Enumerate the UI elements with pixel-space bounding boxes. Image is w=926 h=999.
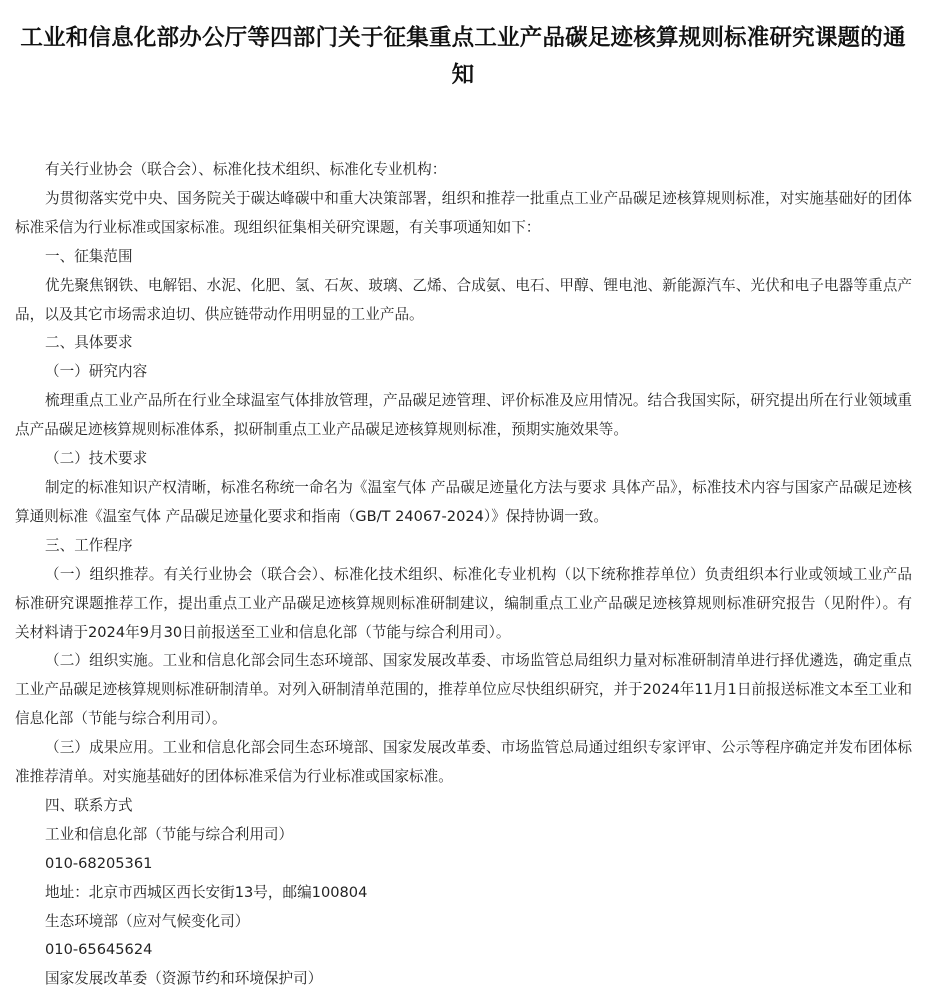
scope-paragraph: 优先聚焦钢铁、电解铝、水泥、化肥、氢、石灰、玻璃、乙烯、合成氨、电石、甲醇、锂电池、新能源汽车、光伏和电子电器等重点产品，以及其它市场需求迫切、供应链带动作用明显的工业产品。: [15, 276, 912, 323]
contact-miit-phone: 010-68205361: [45, 854, 153, 872]
subheading-tech: （二）技术要求: [45, 450, 148, 468]
contact-mee-dept: 生态环境部（应对气候变化司）: [45, 912, 250, 930]
procedure-paragraph-2: （二）组织实施。工业和信息化部会同生态环境部、国家发展改革委、市场监管总局组织力量对标准研制清单进行择优遴选，确定重点工业产品碳足迹核算规则标准研制清单。对列入研制清单范围的，推荐单位应尽快组织研究，并于2024年11月1日前报送标准文本至工业和信息化部（节能与综合利用司）。: [15, 652, 912, 728]
procedure-paragraph-1: （一）组织推荐。有关行业协会（联合会）、标准化技术组织、标准化专业机构（以下统称推荐单位）负责组织本行业或领域工业产品标准研究课题推荐工作，提出重点工业产品碳足迹核算规则标准研制建议，编制重点工业产品碳足迹核算规则标准研究报告（见附件）。有关材料请于2024年9月30日前报送至工业和信息化部（节能与综合利用司）。: [15, 565, 912, 641]
research-paragraph: 梳理重点工业产品所在行业全球温室气体排放管理，产品碳足迹管理、评价标准及应用情况。结合我国实际，研究提出所在行业领域重点产品碳足迹核算规则标准体系，拟研制重点工业产品碳足迹核算规则标准，预期实施效果等。: [15, 392, 912, 439]
intro-paragraph: 为贯彻落实党中央、国务院关于碳达峰碳中和重大决策部署，组织和推荐一批重点工业产品碳足迹核算规则标准，对实施基础好的团体标准采信为行业标准或国家标准。现组织征集相关研究课题，有关事项通知如下：: [15, 189, 912, 236]
procedure-paragraph-3: （三）成果应用。工业和信息化部会同生态环境部、国家发展改革委、市场监管总局通过组织专家评审、公示等程序确定并发布团体标准推荐清单。对实施基础好的团体标准采信为行业标准或国家标准。: [15, 739, 912, 786]
section-heading-procedure: 三、工作程序: [45, 536, 133, 554]
contact-mee-phone: 010-65645624: [45, 941, 153, 959]
subheading-research: （一）研究内容: [45, 363, 148, 381]
page-title: 工业和信息化部办公厅等四部门关于征集重点工业产品碳足迹核算规则标准研究课题的通知: [20, 25, 906, 88]
salutation: 有关行业协会（联合会）、标准化技术组织、标准化专业机构：: [45, 161, 447, 178]
section-heading-scope: 一、征集范围: [45, 247, 133, 265]
section-heading-requirements: 二、具体要求: [45, 334, 133, 352]
section-heading-contact: 四、联系方式: [45, 796, 133, 814]
contact-miit-address: 地址：北京市西城区西长安街13号，邮编100804: [45, 883, 368, 901]
contact-miit-dept: 工业和信息化部（节能与综合利用司）: [45, 825, 294, 843]
contact-ndrc-dept: 国家发展改革委（资源节约和环境保护司）: [45, 970, 323, 988]
tech-paragraph: 制定的标准知识产权清晰，标准名称统一命名为《温室气体 产品碳足迹量化方法与要求 具体产品》，标准技术内容与国家产品碳足迹核算通则标准《温室气体 产品碳足迹量化要求和指南（GB/T 24067-2024）》保持协调一致。: [15, 478, 912, 525]
document-body: [15, 156, 912, 994]
